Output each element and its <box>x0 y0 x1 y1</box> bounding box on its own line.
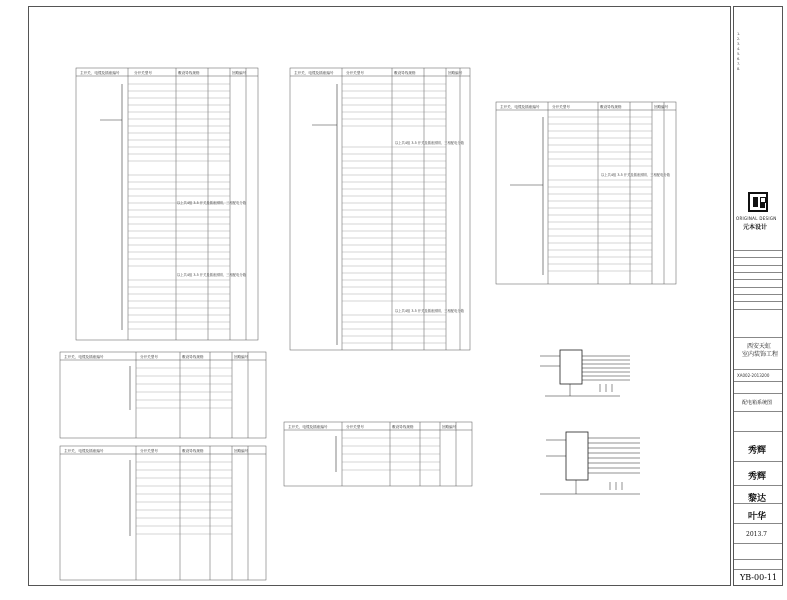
panel1-header-breaker: 分开关型号 <box>134 71 152 75</box>
panel5-header-circuit: 回路编号 <box>234 449 249 453</box>
panel4-header-cable: 敷设导线规格 <box>182 355 204 359</box>
panel1-note: 以上共4组 3-5 开关及插座照明、三相配电分箱 <box>177 201 246 205</box>
riser-diagram-1 <box>540 350 630 396</box>
panel1-header-cable: 敷设导线规格 <box>178 71 200 75</box>
panel2-note-2: 以上共4组 3-5 开关及插座照明、三相配电分箱 <box>395 309 464 313</box>
drawing-number: YB-00-11 <box>740 573 778 582</box>
panel2-header-switch: 主开关、电缆及插座编号 <box>294 71 334 75</box>
approver-signature: 黎达 <box>748 494 767 504</box>
panel2-note: 以上共4组 3-5 开关及插座照明、三相配电分箱 <box>395 141 464 145</box>
checker-signature: 秀辉 <box>748 472 767 482</box>
panel-box-4 <box>60 352 266 438</box>
panel6-header-circuit: 回路编号 <box>442 425 457 429</box>
designer-signature: 秀辉 <box>748 446 767 456</box>
title-block <box>733 6 783 586</box>
panel3-note: 以上共4组 3-5 开关及插座照明、三相配电分箱 <box>601 173 670 177</box>
panel-box-3 <box>496 102 676 284</box>
panel3-header-breaker: 分开关型号 <box>552 105 570 109</box>
panel-box-5 <box>60 446 266 580</box>
general-notes: 1. 2. 3. 4. 5. 6. 7. 8. <box>737 32 741 71</box>
panel1-header-circuit: 回路编号 <box>232 71 247 75</box>
drawing-date: 2013.7 <box>746 531 767 538</box>
panel1-note-2: 以上共4组 3-5 开关及插座照明、三相配电分箱 <box>177 273 246 277</box>
panel2-header-circuit: 回路编号 <box>448 71 463 75</box>
panel5-header-breaker: 分开关型号 <box>140 449 158 453</box>
panel4-header-switch: 主开关、电缆及插座编号 <box>64 355 104 359</box>
job-number: XA002-2013200 <box>737 373 770 378</box>
company-name-en: ORIGINAL DESIGN <box>736 216 777 221</box>
panel4-header-circuit: 回路编号 <box>234 355 249 359</box>
panel3-header-switch: 主开关、电缆及插座编号 <box>500 105 540 109</box>
reviewer-signature: 叶华 <box>748 512 767 522</box>
drawing-title: 配电箱系统图 <box>742 400 773 406</box>
project-name-line2: 室内装饰工程 <box>742 351 779 358</box>
panel6-header-breaker: 分开关型号 <box>346 425 364 429</box>
panel6-header-cable: 敷设导线规格 <box>392 425 414 429</box>
panel6-header-switch: 主开关、电缆及插座编号 <box>288 425 328 429</box>
panel2-header-breaker: 分开关型号 <box>346 71 364 75</box>
panel4-header-breaker: 分开关型号 <box>140 355 158 359</box>
panel-box-2 <box>290 68 470 350</box>
panel1-header-switch: 主开关、电缆及插座编号 <box>80 71 120 75</box>
panel3-header-circuit: 回路编号 <box>654 105 669 109</box>
riser-diagram-2 <box>540 432 640 494</box>
panel3-header-cable: 敷设导线规格 <box>600 105 622 109</box>
company-logo <box>748 192 768 212</box>
project-name-line1: 西安天虹 <box>747 343 772 350</box>
panel5-header-cable: 敷设导线规格 <box>182 449 204 453</box>
panel5-header-switch: 主开关、电缆及插座编号 <box>64 449 104 453</box>
panel2-header-cable: 敷设导线规格 <box>394 71 416 75</box>
company-name-cn: 元本设计 <box>743 224 768 231</box>
